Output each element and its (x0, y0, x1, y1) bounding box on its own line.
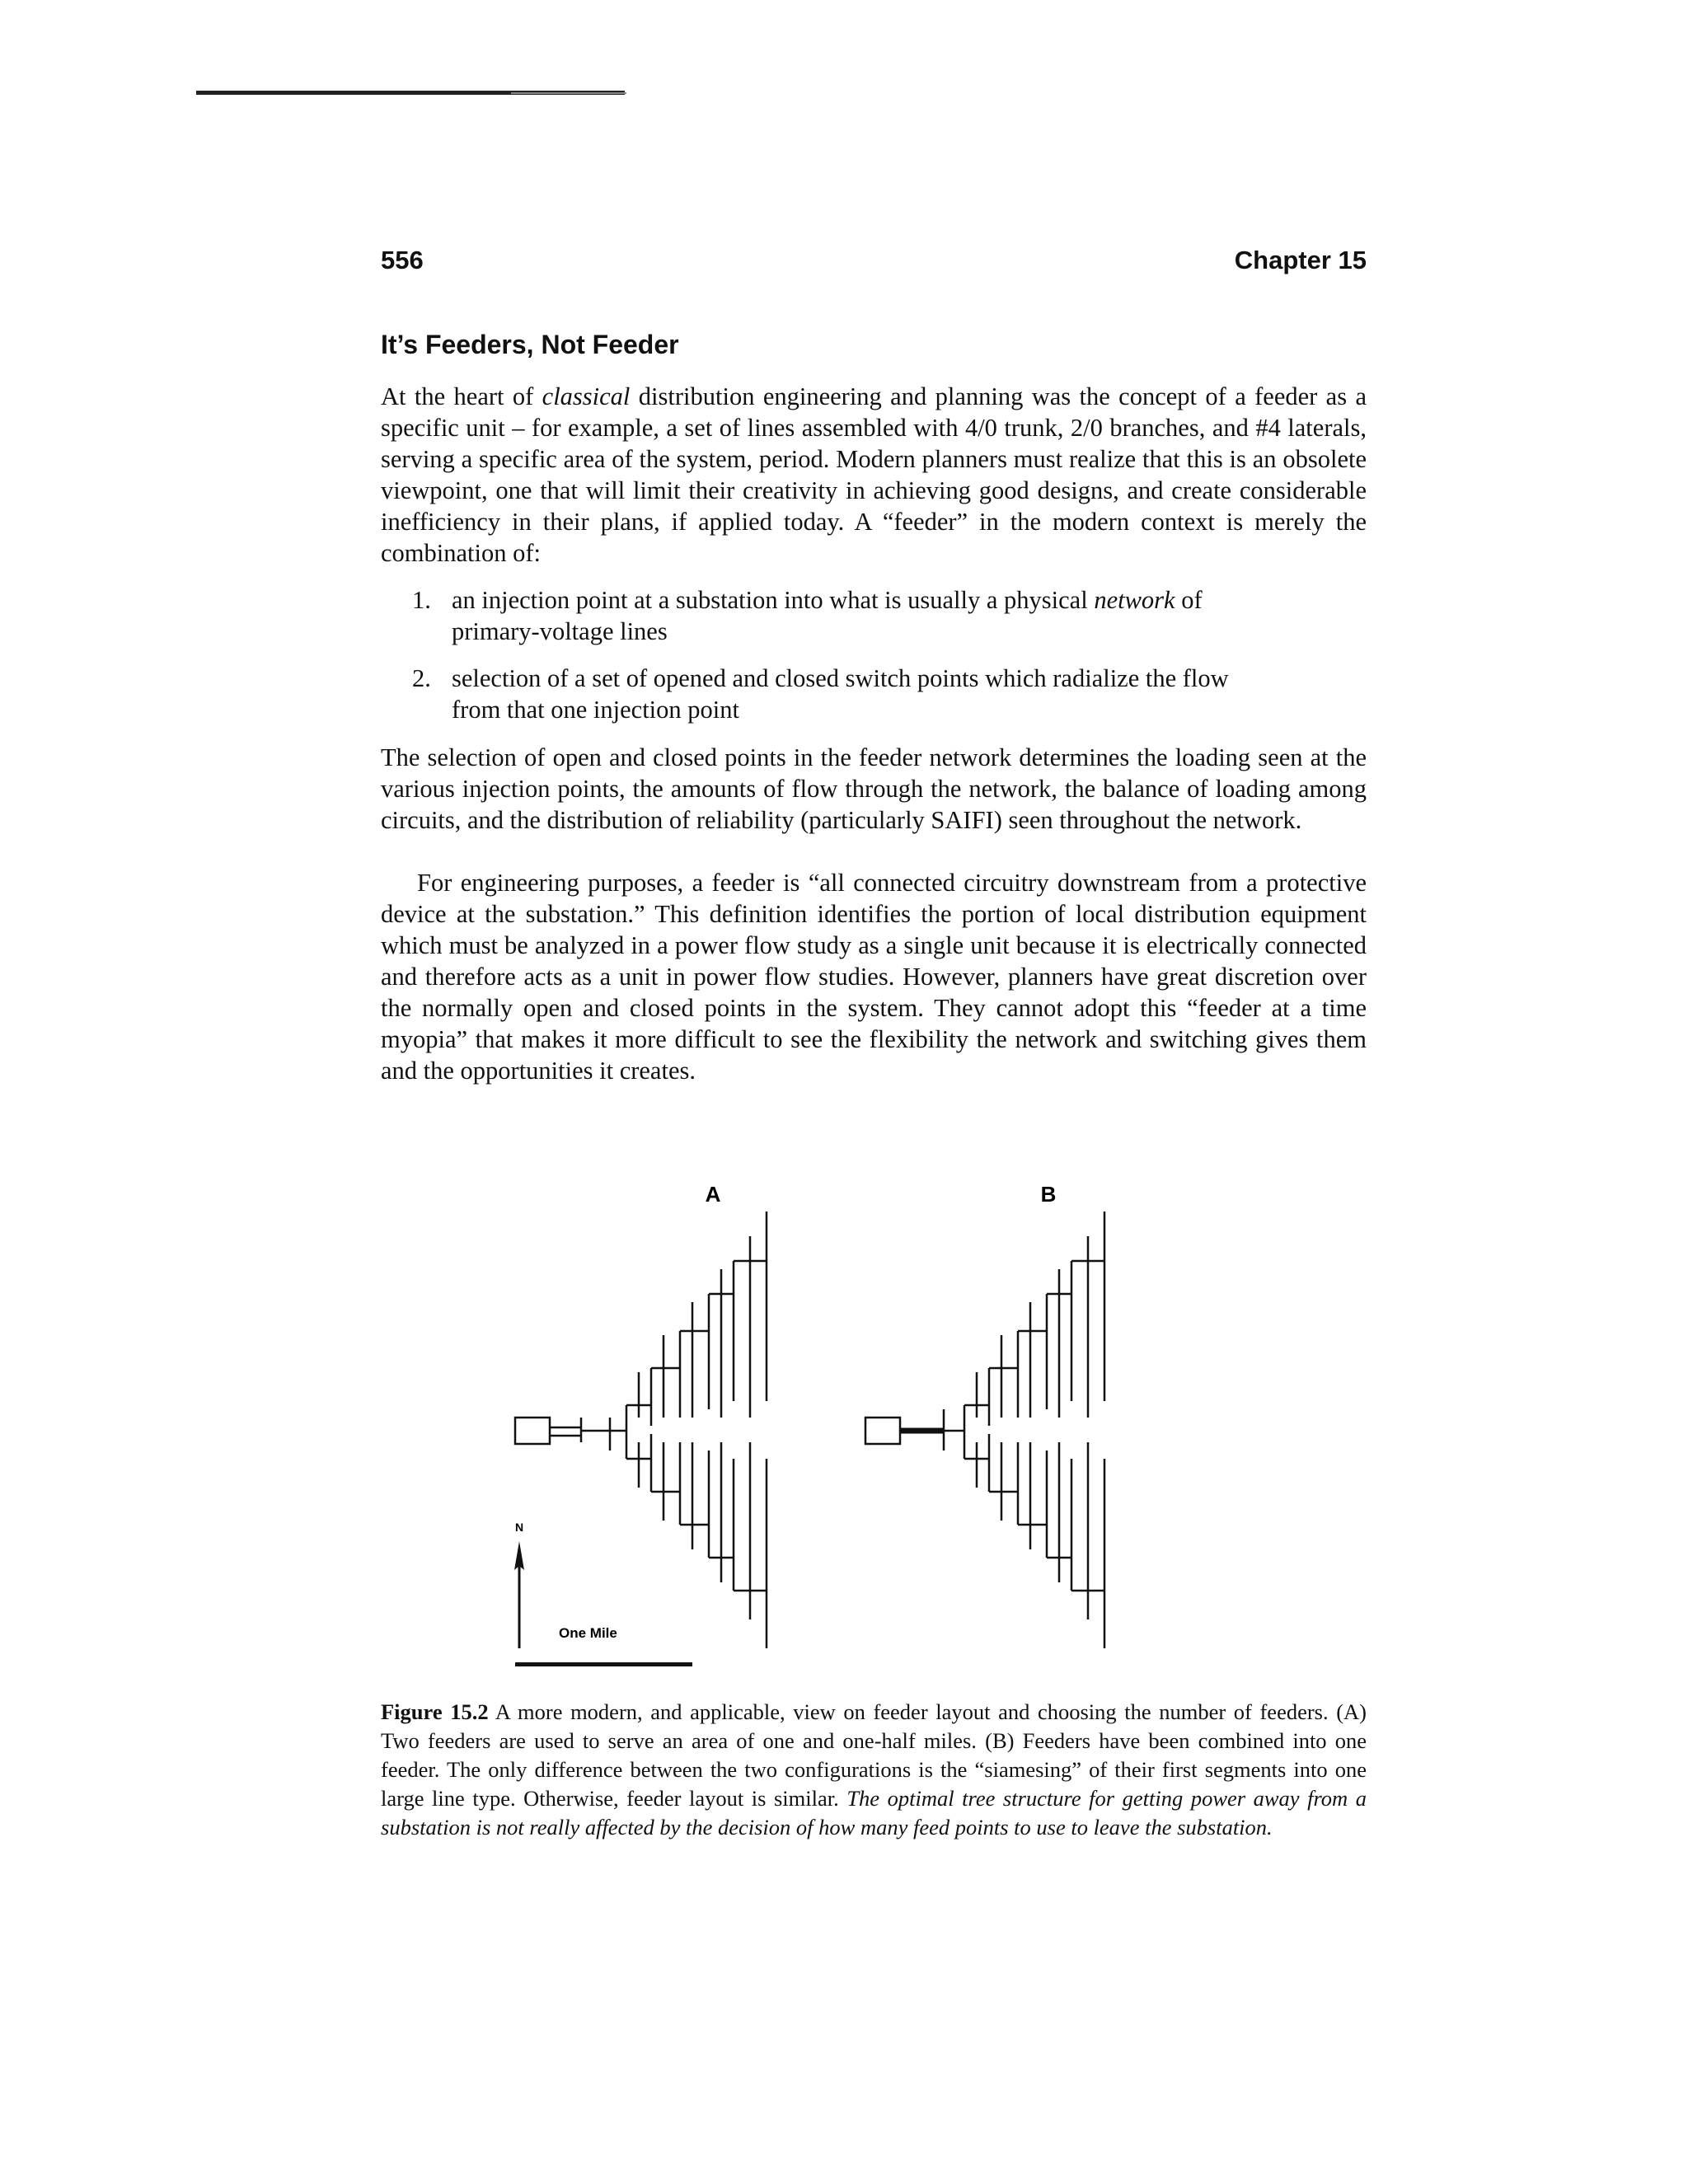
section-heading: It’s Feeders, Not Feeder (381, 330, 679, 359)
figure-caption (381, 1698, 1367, 1842)
paragraph-1 (381, 381, 1367, 569)
list-item (412, 584, 1367, 647)
caption-text: A more modern, and applicable, view on feeder layout and choosing the number of feeders. (A) Two feeders are used to serve an area of one and one-half miles. (B) Feeders have been combined into one feeder. The only difference between the two configurations is the “siamesing” of their first segments into one large line type. Otherwise, feeder layout is similar. (381, 1699, 1367, 1811)
caption-italic: The optimal tree structure for getting power away from a substation is not really affected by the decision of how many feed points to use to leave the substation. (381, 1786, 1367, 1840)
north-arrow (514, 1521, 524, 1648)
feeder-layout-figure (495, 1170, 1236, 1681)
scale-label: One Mile (559, 1625, 617, 1641)
paragraph-3: For engineering purposes, a feeder is “all connected circuitry downstream from a protective device at the substation.” This definition identifies the portion of local distribution equipment which must be analyzed in a power flow study as a single unit because it is electrically connected and therefore acts as a unit in power flow studies. However, planners have great discretion over the normally open and closed points in the system. They cannot adopt this “feeder at a time myopia” that makes it more difficult to see the flexibility the network and switching gives them and the opportunities it creates. (381, 869, 1367, 1085)
top-rule-fade (511, 92, 626, 94)
caption-label: Figure 15.2 (381, 1699, 489, 1724)
paragraph-1-start: At the heart of (381, 382, 542, 410)
paragraph-1-italic: classical (542, 382, 631, 410)
list-item-italic: network (1094, 586, 1175, 614)
north-label: N (514, 1521, 524, 1534)
list-item (412, 663, 1367, 725)
list-number: 1. (412, 586, 431, 614)
page-header (381, 246, 1367, 279)
figure-label-a: A (705, 1182, 721, 1207)
list-number: 2. (412, 664, 431, 692)
diagram-b (865, 1212, 1104, 1648)
list-item-continuation: from that one injection point (452, 696, 739, 724)
figure-label-b: B (1040, 1182, 1057, 1207)
page-number: 556 (381, 246, 424, 274)
diagram-a (515, 1212, 767, 1648)
paragraph-1-rest: distribution engineering and planning was the concept of a feeder as a specific unit – for example, a set of lines assembled with 4/0 trunk, 2/0 branches, and #4 laterals, serving a specific area of the system, period. Modern planners must realize that this is an obsolete viewpoint, one that will limit their creativity in achieving good designs, and create considerable inefficiency in their plans, if applied today. A “feeder” in the modern context is merely the combination of: (381, 382, 1367, 567)
scale-bar (515, 1662, 692, 1666)
list-item-text: an injection point at a substation into what is usually a physical (452, 586, 1095, 614)
substation-b (865, 1418, 900, 1444)
paragraph-2: The selection of open and closed points in the feeder network determines the loading seen at the various injection points, the amounts of flow through the network, the balance of loading among circuits, and the distribution of reliability (particularly SAIFI) seen throughout the network. (381, 743, 1367, 834)
list-item-continuation: primary-voltage lines (452, 617, 668, 645)
north-arrow-icon (514, 1541, 524, 1570)
substation-a (515, 1418, 550, 1444)
list-item-text: selection of a set of opened and closed switch points which radialize the flow (452, 664, 1229, 692)
chapter-title: Chapter 15 (1234, 246, 1367, 274)
list-item-text-end: of (1175, 586, 1203, 614)
